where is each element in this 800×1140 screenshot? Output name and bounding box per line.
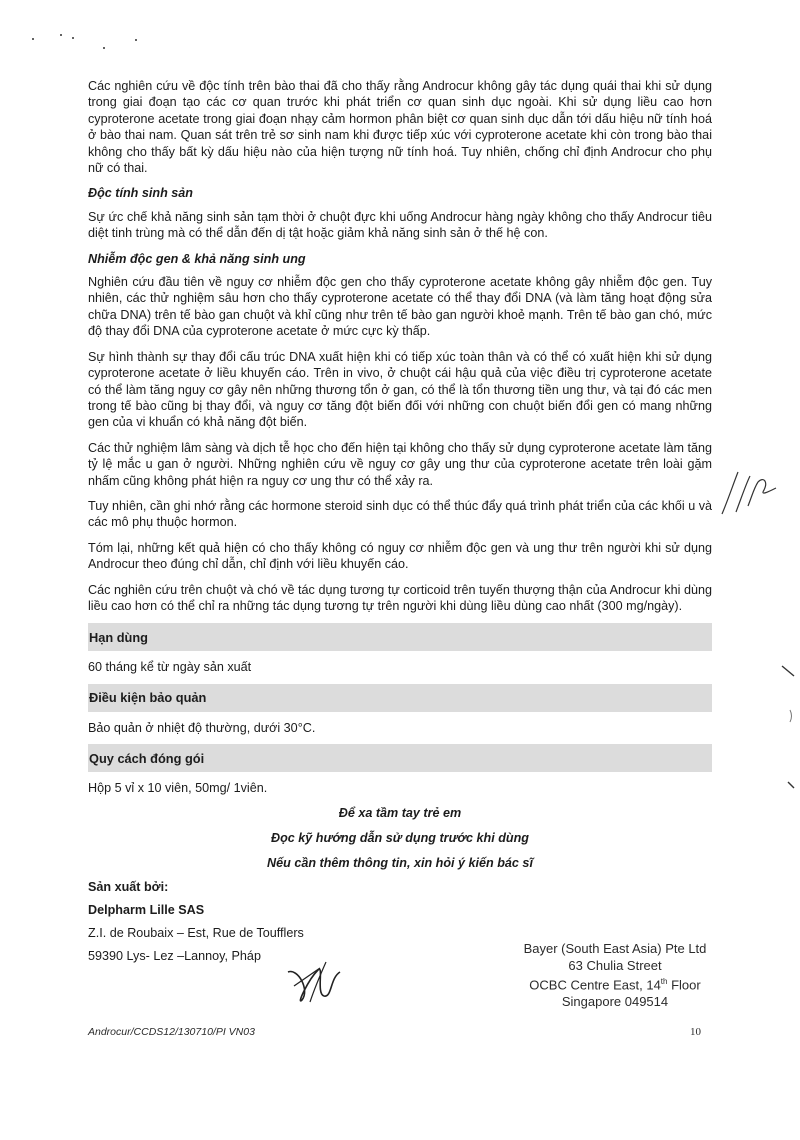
margin-mark-icon xyxy=(780,664,798,794)
document-code: Androcur/CCDS12/130710/PI VN03 xyxy=(88,1026,255,1038)
paragraph-genotox-4: Tuy nhiên, cần ghi nhớ rằng các hormone steroid sinh dục có thể thúc đẩy quá trình phát triển của các khối u và các mô phụ thuộc hormon. xyxy=(88,498,712,530)
bayer-company: Bayer (South East Asia) Pte Ltd xyxy=(523,941,707,956)
paragraph-fetal-toxicity: Các nghiên cứu về độc tính trên bào thai đã cho thấy rằng Androcur không gây tác dụng quái thai khi sử dụng trong giai đoạn tạo các cơ quan trước khi phát triển cơ quan sinh dục ngoài. Khi sử dụng liều cao hơn cyproterone acetate trong giai đoạn nhạy cảm hormon phân biệt cơ quan sinh dục dẫn tới dấu hiệu nữ tính hoá ở bào thai nam. Quan sát trên trẻ sơ sinh nam khi được tiếp xúc với cyproterone acetate khi còn trong bào thai không cho thấy bất kỳ dấu hiệu nào của hiện tượng nữ tính hoá. Tuy nhiên, chống chỉ định Androcur cho phụ nữ có thai. xyxy=(88,79,712,176)
manufacturer-label: Sản xuất bởi: xyxy=(88,879,169,894)
paragraph-genotox-5: Tóm lại, những kết quả hiện có cho thấy không có nguy cơ nhiễm độc gen và ung thư trên người khi sử dụng Androcur theo đúng chỉ dẫn, chỉ định với liều khuyến cáo. xyxy=(88,540,712,572)
paragraph-genotox-3: Các thử nghiệm lâm sàng và dịch tễ học cho đến hiện tại không cho thấy sử dụng cyproterone acetate làm tăng tỷ lệ mắc u gan ở người. Những nghiên cứu về nguy cơ gây ung thư của cyproterone acetate trên loài gặm nhấm cũng không phát hiện ra nguy cơ ung thư có thể xảy ra. xyxy=(88,440,712,488)
section-header-shelf-life xyxy=(88,623,712,651)
paragraph-genotox-2: Sự hình thành sự thay đổi cấu trúc DNA xuất hiện khi có tiếp xúc toàn thân và có thể có xuất hiện khi sử dụng cyproterone acetate ở liều khuyến cáo. Trên in vivo, ở chuột cái hậu quả của việc điều trị cyproterone acetate có thể làm tăng nguy cơ gây nên những thương tổn ở gan, có thể là tổn thương tiền ung thư, và tại đó các men trong tế bào cũng bị thay đổi, và nguy cơ tăng đột biến đối với những con chuột biến đổi gen có mang những gen của vi khuẩn có khả năng đột biến. xyxy=(88,349,712,430)
margin-initials-icon xyxy=(718,462,780,522)
section-title: Quy cách đóng gói xyxy=(89,750,205,766)
subheading-genotoxicity: Nhiễm độc gen & khả năng sinh ung xyxy=(88,251,306,266)
scan-speck xyxy=(72,37,74,39)
storage-text: Bảo quản ở nhiệt độ thường, dưới 30°C. xyxy=(88,720,316,735)
section-header-packaging xyxy=(88,744,712,772)
page-number: 10 xyxy=(690,1026,701,1038)
bayer-address-block xyxy=(510,941,720,1010)
main-content xyxy=(88,78,712,972)
warning-ask-doctor: Nếu cần thêm thông tin, xin hỏi ý kiến bác sĩ xyxy=(267,855,533,870)
paragraph-genotox-6: Các nghiên cứu trên chuột và chó về tác dụng tương tự corticoid trên tuyến thượng thận của Androcur khi dùng liều cao hơn có thể chỉ ra những tác dụng tương tự trên người khi dùng liều dùng cao nhất (300 mg/ngày). xyxy=(88,582,712,613)
scan-speck xyxy=(135,39,137,41)
section-title: Hạn dùng xyxy=(89,629,148,645)
scan-speck xyxy=(60,34,62,36)
bayer-city: Singapore 049514 xyxy=(561,993,669,1009)
signature-icon xyxy=(280,950,350,1010)
warning-read-instructions: Đọc kỹ hướng dẫn sử dụng trước khi dùng xyxy=(271,830,529,845)
bayer-building: OCBC Centre East, 14th Floor xyxy=(529,977,701,993)
scan-speck xyxy=(32,38,34,40)
section-title: Điều kiện bảo quản xyxy=(89,690,207,706)
bayer-street: 63 Chulia Street xyxy=(568,957,662,973)
warning-children: Để xa tầm tay trẻ em xyxy=(338,805,462,820)
manufacturer-address-1: Z.I. de Roubaix – Est, Rue de Toufflers xyxy=(88,925,304,940)
manufacturer-name: Delpharm Lille SAS xyxy=(88,902,205,917)
packaging-text: Hộp 5 vỉ x 10 viên, 50mg/ 1viên. xyxy=(88,781,268,796)
scan-speck xyxy=(103,47,105,49)
manufacturer-address-2: 59390 Lys- Lez –Lannoy, Pháp xyxy=(88,948,261,963)
paragraph-reproductive: Sự ức chế khả năng sinh sản tạm thời ở chuột đực khi uống Androcur hàng ngày không cho thấy Androcur tiêu diệt tinh trùng mà có thể dẫn đến dị tật hoặc giảm khả năng sinh sản ở thế hệ con. xyxy=(88,209,712,241)
paragraph-genotox-1: Nghiên cứu đầu tiên về nguy cơ nhiễm độc gen cho thấy cyproterone acetate không gây nhiễm độc gen. Tuy nhiên, các thử nghiệm sâu hơn cho thấy cyproterone acetate có thể thay đổi DNA (và làm tăng hoạt động sửa chữa DNA) trên tế bào gan chuột và khỉ cũng như trên tế bào gan người khoẻ mạnh. Trên tế bào gan chó, mức độ thay đổi DNA của cyproterone acetate ở mức cực kỳ thấp. xyxy=(88,275,712,339)
section-header-storage xyxy=(88,684,712,712)
shelf-life-text: 60 tháng kể từ ngày sản xuất xyxy=(88,660,252,675)
subheading-reproductive-toxicity: Độc tính sinh sản xyxy=(88,186,193,201)
